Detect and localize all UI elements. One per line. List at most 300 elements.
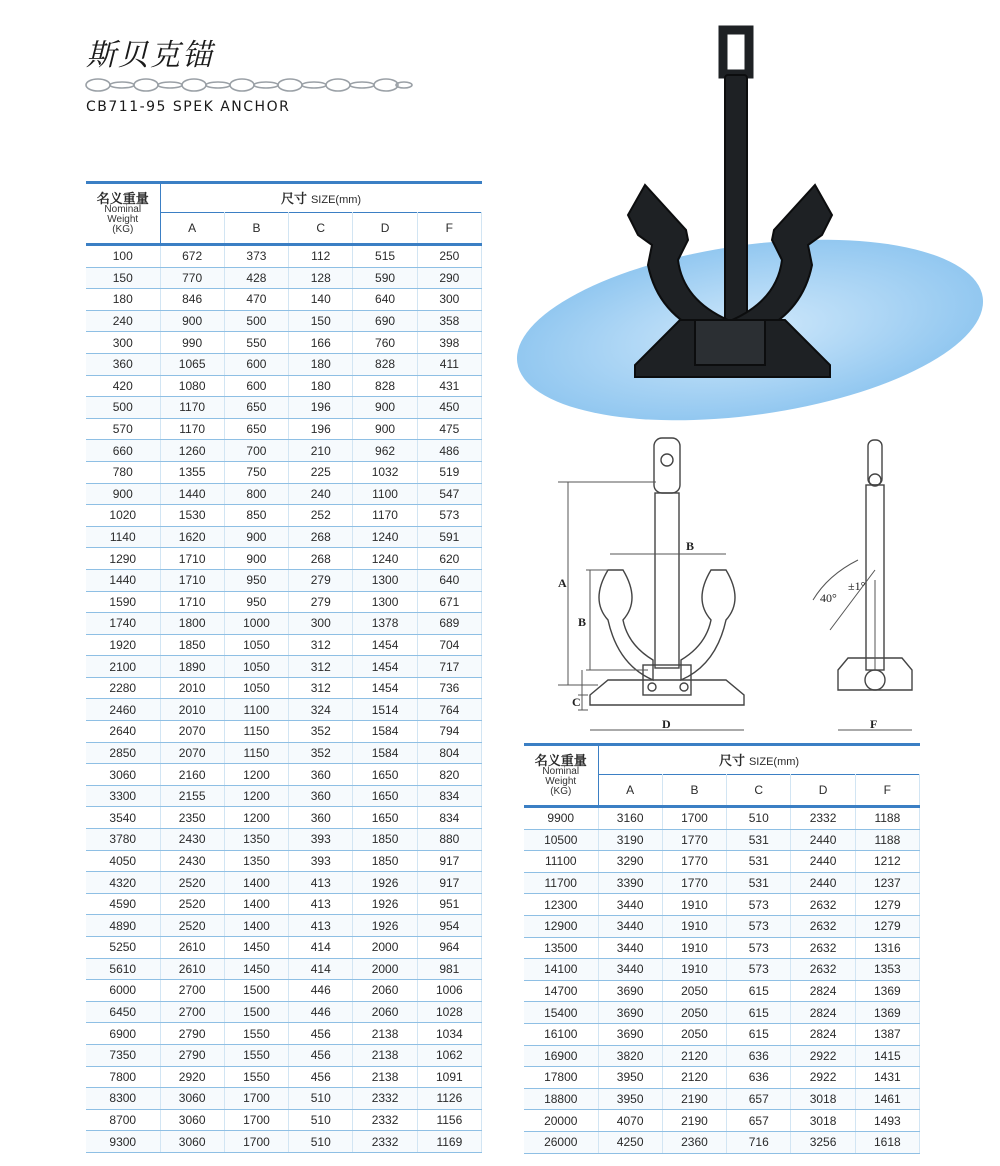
weight-cell: 1740: [86, 613, 160, 635]
size-cell: 1620: [160, 526, 224, 548]
size-cell: 1850: [353, 829, 417, 851]
weight-cell: 6000: [86, 980, 160, 1002]
weight-cell: 8700: [86, 1109, 160, 1131]
size-cell: 196: [289, 418, 353, 440]
size-cell: 1890: [160, 656, 224, 678]
size-cell: 880: [417, 829, 481, 851]
size-cell: 510: [289, 1088, 353, 1110]
label-c: C: [572, 695, 581, 709]
size-cell: 794: [417, 721, 481, 743]
size-cell: 1454: [353, 634, 417, 656]
size-cell: 4070: [598, 1110, 662, 1132]
weight-cell: 100: [86, 245, 160, 268]
size-cell: 600: [224, 353, 288, 375]
size-cell: 358: [417, 310, 481, 332]
spec-table-right: [524, 743, 920, 1154]
size-cell: 531: [727, 872, 791, 894]
size-cell: 636: [727, 1045, 791, 1067]
col-header-f: F: [417, 213, 481, 245]
size-cell: 600: [224, 375, 288, 397]
size-cell: 2155: [160, 785, 224, 807]
size-cell: 2070: [160, 721, 224, 743]
size-cell: 1415: [855, 1045, 919, 1067]
weight-cell: 2460: [86, 699, 160, 721]
size-cell: 950: [224, 591, 288, 613]
size-cell: 800: [224, 483, 288, 505]
size-cell: 414: [289, 937, 353, 959]
size-cell: 900: [224, 548, 288, 570]
table-row: [86, 1001, 482, 1023]
size-cell: 1150: [224, 742, 288, 764]
weight-cell: 1020: [86, 505, 160, 527]
size-cell: 1212: [855, 851, 919, 873]
weight-cell: 240: [86, 310, 160, 332]
size-cell: 573: [727, 894, 791, 916]
weight-cell: 900: [86, 483, 160, 505]
size-cell: 2922: [791, 1067, 855, 1089]
size-cell: 657: [727, 1110, 791, 1132]
size-cell: 1050: [224, 634, 288, 656]
size-cell: 2520: [160, 893, 224, 915]
size-cell: 360: [289, 764, 353, 786]
size-cell: 1188: [855, 829, 919, 851]
size-cell: 1700: [662, 807, 726, 830]
size-cell: 519: [417, 461, 481, 483]
size-cell: 1000: [224, 613, 288, 635]
table-row: [524, 1045, 920, 1067]
size-cell: 1279: [855, 894, 919, 916]
size-cell: 2440: [791, 829, 855, 851]
size-cell: 1530: [160, 505, 224, 527]
weight-cell: 180: [86, 289, 160, 311]
weight-cell: 420: [86, 375, 160, 397]
size-cell: 1150: [224, 721, 288, 743]
size-cell: 2138: [353, 1066, 417, 1088]
size-cell: 981: [417, 958, 481, 980]
size-cell: 1550: [224, 1023, 288, 1045]
size-cell: 2632: [791, 959, 855, 981]
size-cell: 1034: [417, 1023, 481, 1045]
size-cell: 1200: [224, 785, 288, 807]
size-cell: 1500: [224, 1001, 288, 1023]
size-cell: 2632: [791, 915, 855, 937]
size-cell: 3060: [160, 1088, 224, 1110]
size-cell: 413: [289, 915, 353, 937]
size-cell: 2520: [160, 915, 224, 937]
size-cell: 671: [417, 591, 481, 613]
table-row: [86, 872, 482, 894]
size-cell: 834: [417, 807, 481, 829]
size-cell: 1100: [353, 483, 417, 505]
size-cell: 3160: [598, 807, 662, 830]
size-cell: 1200: [224, 764, 288, 786]
table-row: [86, 591, 482, 613]
table-row: [86, 569, 482, 591]
size-cell: 2060: [353, 980, 417, 1002]
weight-cell: 3060: [86, 764, 160, 786]
weight-cell: 15400: [524, 1002, 598, 1024]
weight-cell: 1290: [86, 548, 160, 570]
size-cell: 4250: [598, 1131, 662, 1153]
weight-cell: 4890: [86, 915, 160, 937]
size-cell: 1170: [160, 418, 224, 440]
size-cell: 1650: [353, 764, 417, 786]
size-cell: 760: [353, 332, 417, 354]
table-row: [86, 1109, 482, 1131]
table-row: [86, 915, 482, 937]
size-cell: 1387: [855, 1023, 919, 1045]
size-cell: 515: [353, 245, 417, 268]
weight-cell: 360: [86, 353, 160, 375]
col-header-c: C: [727, 775, 791, 807]
size-cell: 900: [160, 310, 224, 332]
size-cell: 3690: [598, 1023, 662, 1045]
weight-cell: 17800: [524, 1067, 598, 1089]
table-row: [86, 289, 482, 311]
size-cell: 1550: [224, 1066, 288, 1088]
size-cell: 900: [224, 526, 288, 548]
size-cell: 1926: [353, 872, 417, 894]
col-header-b: B: [224, 213, 288, 245]
weight-cell: 3780: [86, 829, 160, 851]
size-cell: 290: [417, 267, 481, 289]
size-cell: 1400: [224, 915, 288, 937]
table-row: [86, 980, 482, 1002]
size-cell: 2000: [353, 958, 417, 980]
size-cell: 573: [727, 915, 791, 937]
table-row: [86, 677, 482, 699]
size-cell: 1240: [353, 548, 417, 570]
size-cell: 1926: [353, 915, 417, 937]
weight-cell: 26000: [524, 1131, 598, 1153]
size-cell: 1369: [855, 1002, 919, 1024]
size-cell: 2922: [791, 1045, 855, 1067]
size-cell: 717: [417, 656, 481, 678]
size-cell: 2190: [662, 1110, 726, 1132]
size-cell: 456: [289, 1023, 353, 1045]
weight-cell: 9300: [86, 1131, 160, 1153]
size-cell: 573: [727, 937, 791, 959]
size-cell: 312: [289, 677, 353, 699]
label-b-top: B: [686, 539, 695, 553]
col-header-d: D: [353, 213, 417, 245]
size-cell: 573: [727, 959, 791, 981]
size-cell: 2350: [160, 807, 224, 829]
weight-cell: 18800: [524, 1088, 598, 1110]
size-cell: 828: [353, 375, 417, 397]
weight-cell: 3300: [86, 785, 160, 807]
table-row: [86, 375, 482, 397]
col-header-a: A: [598, 775, 662, 807]
size-cell: 413: [289, 893, 353, 915]
table-row: [86, 764, 482, 786]
size-cell: 279: [289, 569, 353, 591]
size-cell: 550: [224, 332, 288, 354]
size-cell: 446: [289, 1001, 353, 1023]
size-cell: 1300: [353, 591, 417, 613]
weight-cell: 1590: [86, 591, 160, 613]
size-cell: 1910: [662, 915, 726, 937]
size-cell: 413: [289, 872, 353, 894]
size-cell: 1400: [224, 872, 288, 894]
size-cell: 1710: [160, 548, 224, 570]
size-cell: 547: [417, 483, 481, 505]
size-cell: 2632: [791, 937, 855, 959]
size-cell: 1710: [160, 591, 224, 613]
size-cell: 2332: [353, 1088, 417, 1110]
table-row: [524, 937, 920, 959]
size-cell: 990: [160, 332, 224, 354]
size-cell: 1240: [353, 526, 417, 548]
size-cell: 428: [224, 267, 288, 289]
size-cell: 1910: [662, 937, 726, 959]
size-cell: 1032: [353, 461, 417, 483]
weight-cell: 11700: [524, 872, 598, 894]
table-row: [86, 440, 482, 462]
weight-cell: 16900: [524, 1045, 598, 1067]
size-cell: 1260: [160, 440, 224, 462]
weight-cell: 150: [86, 267, 160, 289]
size-cell: 531: [727, 829, 791, 851]
size-cell: 1454: [353, 677, 417, 699]
table-row: [524, 894, 920, 916]
weight-cell: 500: [86, 397, 160, 419]
size-cell: 1369: [855, 980, 919, 1002]
page-title-cn: 斯贝克锚: [86, 38, 214, 73]
page-title-en: CB711-95 SPEK ANCHOR: [86, 99, 291, 115]
table-row: [86, 1131, 482, 1153]
size-cell: 2824: [791, 980, 855, 1002]
size-cell: 1650: [353, 785, 417, 807]
table-row: [524, 851, 920, 873]
size-cell: 636: [727, 1067, 791, 1089]
size-cell: 312: [289, 656, 353, 678]
size-cell: 450: [417, 397, 481, 419]
size-cell: 2700: [160, 1001, 224, 1023]
table-row: [524, 807, 920, 830]
size-cell: 2632: [791, 894, 855, 916]
size-cell: 590: [353, 267, 417, 289]
size-cell: 510: [289, 1109, 353, 1131]
size-cell: 373: [224, 245, 288, 268]
size-cell: 2138: [353, 1044, 417, 1066]
size-cell: 180: [289, 375, 353, 397]
size-cell: 1910: [662, 894, 726, 916]
size-cell: 3018: [791, 1110, 855, 1132]
size-cell: 1100: [224, 699, 288, 721]
weight-cell: 5250: [86, 937, 160, 959]
size-cell: 414: [289, 958, 353, 980]
size-cell: 1700: [224, 1131, 288, 1153]
table-row: [86, 656, 482, 678]
size-cell: 689: [417, 613, 481, 635]
size-cell: 917: [417, 872, 481, 894]
size-cell: 1550: [224, 1044, 288, 1066]
size-cell: 3440: [598, 894, 662, 916]
size-cell: 2360: [662, 1131, 726, 1153]
weight-cell: 6900: [86, 1023, 160, 1045]
weight-cell: 1440: [86, 569, 160, 591]
size-cell: 2520: [160, 872, 224, 894]
size-cell: 166: [289, 332, 353, 354]
weight-cell: 2280: [86, 677, 160, 699]
size-cell: 917: [417, 850, 481, 872]
label-d: D: [662, 717, 671, 731]
size-cell: 2050: [662, 980, 726, 1002]
size-cell: 3820: [598, 1045, 662, 1067]
table-row: [86, 785, 482, 807]
size-cell: 510: [727, 807, 791, 830]
size-cell: 1710: [160, 569, 224, 591]
table-row: [86, 397, 482, 419]
label-a: A: [558, 576, 567, 590]
size-cell: 1300: [353, 569, 417, 591]
label-angle: 40°: [820, 591, 837, 605]
size-cell: 700: [224, 440, 288, 462]
size-cell: 3950: [598, 1067, 662, 1089]
size-cell: 962: [353, 440, 417, 462]
weight-cell: 11100: [524, 851, 598, 873]
size-cell: 393: [289, 850, 353, 872]
size-cell: 1170: [353, 505, 417, 527]
size-cell: 196: [289, 397, 353, 419]
size-cell: 1237: [855, 872, 919, 894]
weight-cell: 660: [86, 440, 160, 462]
size-cell: 950: [224, 569, 288, 591]
size-cell: 828: [353, 353, 417, 375]
size-cell: 360: [289, 785, 353, 807]
size-cell: 486: [417, 440, 481, 462]
table-row: [86, 526, 482, 548]
size-cell: 804: [417, 742, 481, 764]
size-cell: 3060: [160, 1131, 224, 1153]
size-cell: 1770: [662, 851, 726, 873]
size-cell: 470: [224, 289, 288, 311]
size-cell: 1350: [224, 850, 288, 872]
size-cell: 279: [289, 591, 353, 613]
anchor-photo: [495, 20, 985, 440]
size-cell: 2120: [662, 1067, 726, 1089]
size-cell: 650: [224, 397, 288, 419]
size-cell: 411: [417, 353, 481, 375]
table-row: [86, 245, 482, 268]
size-cell: 2824: [791, 1002, 855, 1024]
col-header-b: B: [662, 775, 726, 807]
size-cell: 1080: [160, 375, 224, 397]
table-row: [524, 1023, 920, 1045]
table-row: [86, 461, 482, 483]
size-cell: 1910: [662, 959, 726, 981]
size-cell: 1800: [160, 613, 224, 635]
weight-cell: 4320: [86, 872, 160, 894]
weight-cell: 5610: [86, 958, 160, 980]
table-row: [86, 418, 482, 440]
size-cell: 500: [224, 310, 288, 332]
size-cell: 2050: [662, 1002, 726, 1024]
size-cell: 2790: [160, 1023, 224, 1045]
weight-header: 名义重量 Nominal Weight (KG): [86, 183, 160, 245]
table-row: [524, 1088, 920, 1110]
table-row: [86, 1044, 482, 1066]
size-cell: 2120: [662, 1045, 726, 1067]
table-row: [86, 1066, 482, 1088]
size-cell: 615: [727, 1023, 791, 1045]
size-cell: 3290: [598, 851, 662, 873]
size-cell: 300: [289, 613, 353, 635]
size-cell: 456: [289, 1044, 353, 1066]
size-cell: 1450: [224, 958, 288, 980]
size-cell: 352: [289, 742, 353, 764]
table-row: [86, 1023, 482, 1045]
weight-cell: 780: [86, 461, 160, 483]
table-row: [524, 980, 920, 1002]
size-cell: 640: [353, 289, 417, 311]
size-cell: 2332: [353, 1131, 417, 1153]
size-cell: 150: [289, 310, 353, 332]
table-row: [86, 721, 482, 743]
size-cell: 615: [727, 1002, 791, 1024]
size-cell: 620: [417, 548, 481, 570]
size-cell: 2824: [791, 1023, 855, 1045]
size-cell: 657: [727, 1088, 791, 1110]
table-row: [524, 872, 920, 894]
size-cell: 1850: [353, 850, 417, 872]
size-cell: 324: [289, 699, 353, 721]
label-tol: ±1°: [848, 579, 866, 593]
table-row: [524, 1110, 920, 1132]
table-row: [86, 893, 482, 915]
size-cell: 352: [289, 721, 353, 743]
size-cell: 1431: [855, 1067, 919, 1089]
size-cell: 846: [160, 289, 224, 311]
table-row: [86, 634, 482, 656]
weight-cell: 20000: [524, 1110, 598, 1132]
size-cell: 2920: [160, 1066, 224, 1088]
size-cell: 1850: [160, 634, 224, 656]
size-cell: 360: [289, 807, 353, 829]
table-row: [524, 829, 920, 851]
weight-cell: 12900: [524, 915, 598, 937]
size-cell: 1378: [353, 613, 417, 635]
size-cell: 3390: [598, 872, 662, 894]
size-cell: 1050: [224, 677, 288, 699]
weight-cell: 3540: [86, 807, 160, 829]
weight-cell: 2100: [86, 656, 160, 678]
table-row: [86, 958, 482, 980]
size-cell: 690: [353, 310, 417, 332]
size-cell: 250: [417, 245, 481, 268]
size-cell: 393: [289, 829, 353, 851]
size-cell: 2610: [160, 958, 224, 980]
table-row: [86, 937, 482, 959]
size-cell: 225: [289, 461, 353, 483]
size-cell: 2000: [353, 937, 417, 959]
size-cell: 1050: [224, 656, 288, 678]
size-cell: 2332: [353, 1109, 417, 1131]
size-cell: 2430: [160, 850, 224, 872]
table-row: [86, 332, 482, 354]
size-cell: 128: [289, 267, 353, 289]
table-row: [524, 1131, 920, 1153]
size-cell: 736: [417, 677, 481, 699]
size-cell: 1461: [855, 1088, 919, 1110]
size-cell: 3190: [598, 829, 662, 851]
col-header-f: F: [855, 775, 919, 807]
size-cell: 672: [160, 245, 224, 268]
weight-cell: 10500: [524, 829, 598, 851]
size-cell: 456: [289, 1066, 353, 1088]
size-cell: 1650: [353, 807, 417, 829]
